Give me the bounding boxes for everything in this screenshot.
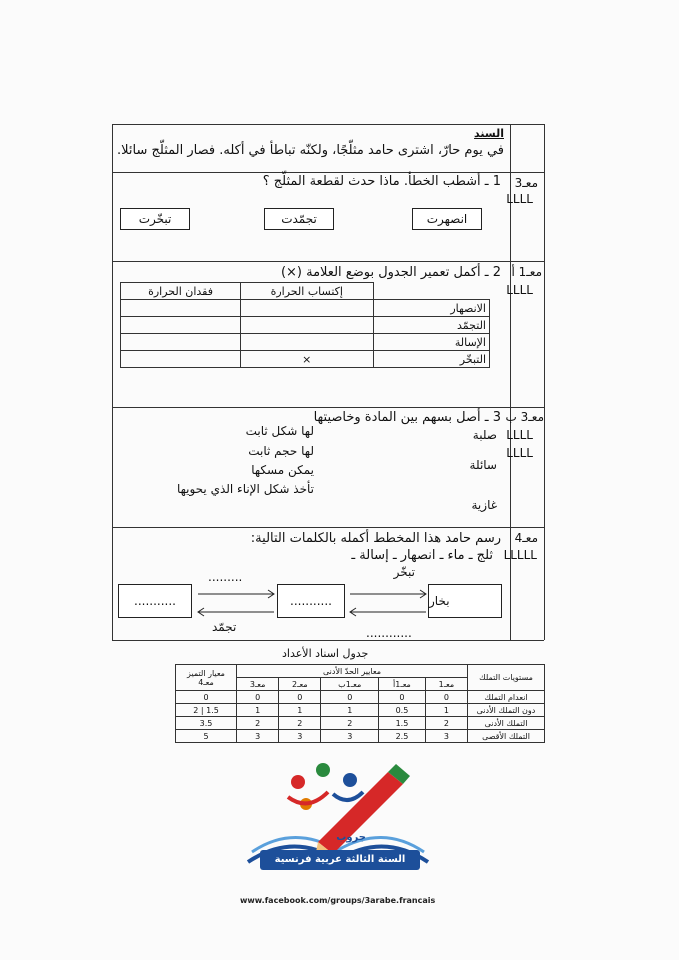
- q4-prompt: رسم حامد هذا المخطط أكمله بالكلمات التالية:: [250, 531, 501, 546]
- q1-option-1: انصهرت: [412, 208, 482, 230]
- table-row: [121, 351, 490, 368]
- q4-bottom-label: تجمّد: [212, 620, 237, 634]
- table-row: [176, 730, 545, 743]
- q4-dots-bottom[interactable]: ............: [366, 626, 412, 640]
- score-table: [175, 664, 545, 743]
- table-row: [176, 704, 545, 717]
- q2-row-label: الانصهار: [373, 300, 490, 317]
- score-cell: 2.5: [379, 730, 426, 743]
- score-cell: 0: [176, 691, 237, 704]
- q2-gain-cell[interactable]: ×: [241, 351, 373, 368]
- score-table-title: جدول اسناد الأعداد: [282, 647, 369, 660]
- score-criterion: معـ2: [279, 678, 321, 691]
- q1-marks: LLLL: [506, 192, 533, 206]
- logo-banner: السنة الثالثة عربية فرنسية: [260, 850, 420, 870]
- score-cell: 2: [279, 717, 321, 730]
- score-header-row: [176, 665, 545, 678]
- score-level: دون التملك الأدنى: [468, 704, 545, 717]
- score-excellence-header: [176, 665, 237, 691]
- q2-loss-cell[interactable]: [121, 317, 241, 334]
- q2-gain-cell[interactable]: [241, 317, 373, 334]
- divider-2: [112, 261, 544, 262]
- q1-prompt: 1 ـ أشطب الخطأ. ماذا حدث لقطعة المثلّج ؟: [262, 174, 501, 189]
- score-cell: 2: [321, 717, 379, 730]
- frame-bottom: [112, 640, 544, 641]
- q4-criterion: معـ4: [514, 531, 538, 545]
- q1-criterion: معـ3: [514, 176, 538, 190]
- arrow-right-icon: [350, 590, 426, 598]
- arrow-left-icon: [350, 608, 426, 616]
- score-cell: 0: [321, 691, 379, 704]
- q2-prompt: 2 ـ أكمل تعمير الجدول بوضع العلامة (×): [280, 265, 501, 280]
- q2-marks: LLLL: [506, 283, 533, 297]
- q3-property-2[interactable]: لها حجم ثابت: [248, 444, 314, 458]
- logo-group-label: جروب: [336, 832, 366, 843]
- q3-marks-2: LLLL: [506, 446, 533, 460]
- score-criterion: معـ3: [237, 678, 279, 691]
- q2-row-label: الإسالة: [373, 334, 490, 351]
- q4-dots-top[interactable]: .........: [208, 570, 243, 584]
- q4-words: ثلج ـ ماء ـ انصهار ـ إسالة ـ: [351, 548, 493, 563]
- divider-1: [112, 172, 544, 173]
- q4-box-vapor: [428, 584, 502, 618]
- q2-header-loss: فقدان الحرارة: [121, 283, 241, 300]
- q4-top-label: تبخّر: [393, 565, 415, 579]
- score-cell: 1.5 | 2: [176, 704, 237, 717]
- score-cell: 1.5: [379, 717, 426, 730]
- score-level: التملك الأدنى: [468, 717, 545, 730]
- q3-prompt: 3 ـ أصل بسهم بين المادة وخاصيتها: [313, 410, 501, 425]
- score-level: التملك الأقصى: [468, 730, 545, 743]
- score-cell: 0: [279, 691, 321, 704]
- q4-box-vapor-label: بخار: [429, 594, 450, 608]
- arrow-right-icon: [198, 590, 274, 598]
- sanad-text: في يوم حارّ، اشترى حامد مثلّجًا، ولكنّه تباطأ في أكله. فصار المثلّج سائلا.: [117, 143, 504, 158]
- score-cell: 2: [237, 717, 279, 730]
- q4-box-middle-dots: ...........: [290, 594, 332, 608]
- frame-top: [112, 124, 544, 125]
- score-levels-header: مستويات التملك: [468, 665, 545, 691]
- q3-marks: LLLL: [506, 428, 533, 442]
- arrow-left-icon: [198, 608, 274, 616]
- table-row: [176, 717, 545, 730]
- divider-4: [112, 527, 544, 528]
- score-cell: 3: [321, 730, 379, 743]
- logo-url[interactable]: www.facebook.com/groups/3arabe.francais: [240, 896, 436, 905]
- frame-left: [112, 124, 113, 640]
- frame-right: [544, 124, 545, 640]
- q2-loss-cell[interactable]: [121, 351, 241, 368]
- score-cell: 3.5: [176, 717, 237, 730]
- q2-loss-cell[interactable]: [121, 334, 241, 351]
- q3-property-4[interactable]: تأخذ شكل الإناء الذي يحويها: [176, 482, 314, 496]
- q3-state-gas[interactable]: غازية: [471, 498, 497, 512]
- q2-header-empty: [373, 283, 490, 300]
- table-row: [176, 691, 545, 704]
- score-cell: 1: [279, 704, 321, 717]
- score-criterion-4: معـ4: [198, 677, 214, 687]
- q2-header-row: [121, 283, 490, 300]
- q4-box-left[interactable]: [118, 584, 192, 618]
- sanad-label: السند: [474, 127, 504, 140]
- score-cell: 0: [237, 691, 279, 704]
- q2-table: [120, 282, 490, 368]
- score-cell: 3: [279, 730, 321, 743]
- figures-icon: [288, 763, 363, 810]
- q2-criterion: معـ1 أ: [511, 265, 542, 279]
- score-criterion: معـ1ب: [321, 678, 379, 691]
- table-row: [121, 334, 490, 351]
- score-cell: 0: [425, 691, 467, 704]
- q2-row-label: التبخّر: [373, 351, 490, 368]
- score-cell: 0.5: [379, 704, 426, 717]
- divider-3: [112, 407, 544, 408]
- q3-state-solid[interactable]: صلبة: [472, 428, 497, 442]
- score-cell: 5: [176, 730, 237, 743]
- score-min-header: معايير الحدّ الأدنى: [237, 665, 468, 678]
- q2-header-gain: إكتساب الحرارة: [241, 283, 373, 300]
- score-cell: 1: [237, 704, 279, 717]
- q3-property-1[interactable]: لها شكل ثابت: [245, 424, 314, 438]
- score-cell: 3: [425, 730, 467, 743]
- group-logo: [238, 752, 438, 912]
- score-criterion: معـ1: [425, 678, 467, 691]
- q2-gain-cell[interactable]: [241, 334, 373, 351]
- q3-property-3[interactable]: يمكن مسكها: [251, 463, 314, 477]
- q4-marks: LLLLL: [503, 548, 537, 562]
- q2-gain-cell[interactable]: [241, 300, 373, 317]
- q4-arrows: [190, 584, 430, 624]
- q4-box-left-dots: ...........: [134, 594, 176, 608]
- score-cell: 2: [425, 717, 467, 730]
- score-criterion: معـ1أ: [379, 678, 426, 691]
- q1-option-2: تجمّدت: [264, 208, 334, 230]
- score-level: انعدام التملك: [468, 691, 545, 704]
- q2-loss-cell[interactable]: [121, 300, 241, 317]
- table-row: [121, 317, 490, 334]
- q3-criterion: معـ3 ب: [505, 410, 544, 424]
- q3-state-liquid[interactable]: سائلة: [469, 458, 497, 472]
- table-row: [121, 300, 490, 317]
- q1-option-3: تبخّرت: [120, 208, 190, 230]
- score-cell: 1: [321, 704, 379, 717]
- score-cell: 0: [379, 691, 426, 704]
- score-excellence-label: معيار التميز: [187, 668, 225, 678]
- q2-row-label: التجمّد: [373, 317, 490, 334]
- score-cell: 1: [425, 704, 467, 717]
- score-cell: 3: [237, 730, 279, 743]
